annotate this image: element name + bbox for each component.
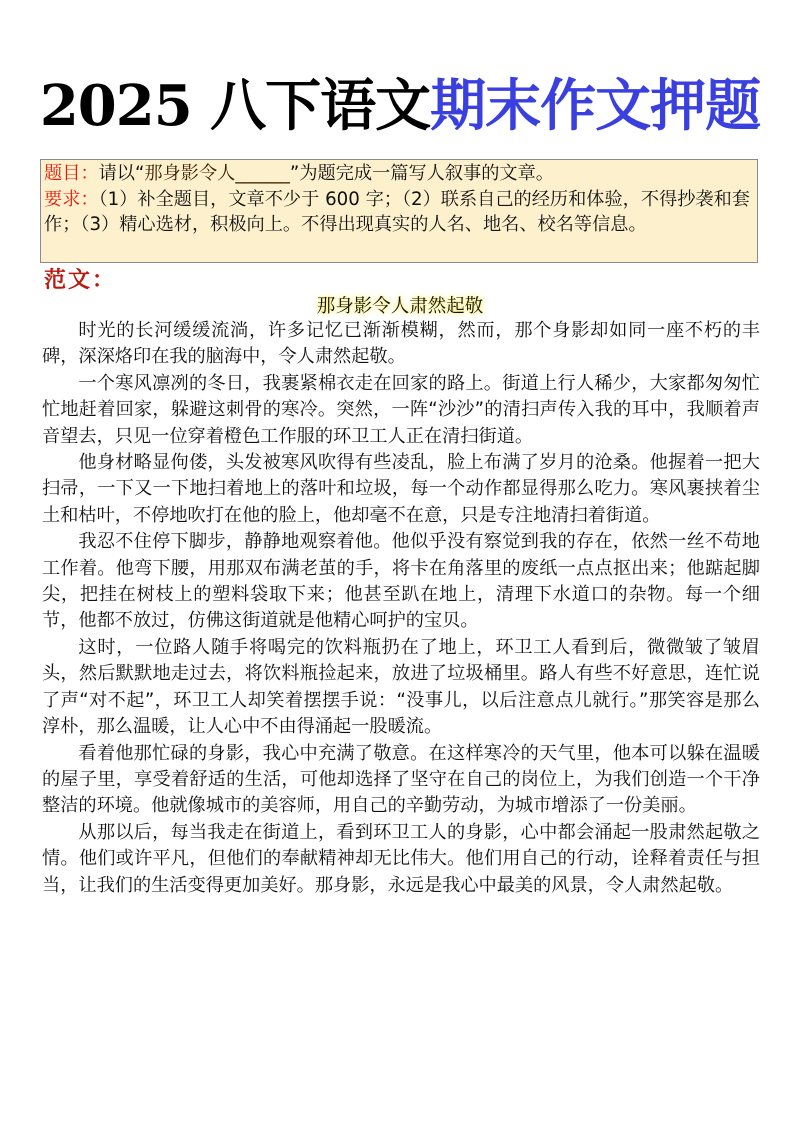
topic-prefix: 请以“ xyxy=(98,163,145,184)
essay-paragraph: 一个寒风凛冽的冬日，我裹紧棉衣走在回家的路上。街道上行人稀少，大家都匆匆忙忙地赶着回家，躲避这刺骨的寒冷。突然，一阵“沙沙”的清扫声传入我的耳中，我顺着声音望去，只见一位穿着橙色工作服的环卫工人正在清扫街道。 xyxy=(42,372,760,447)
prompt-requirement-block xyxy=(44,187,754,238)
requirement-text: （1）补全题目，文章不少于 600 字；（2）联系自己的经历和体验，不得抄袭和套作；（3）精心选材，积极向上。不得出现真实的人名、地名、校名等信息。 xyxy=(44,188,750,235)
essay-paragraph: 这时，一位路人随手将喝完的饮料瓶扔在了地上，环卫工人看到后，微微皱了皱眉头，然后默默地走过去，将饮料瓶捡起来，放进了垃圾桶里。路人有些不好意思，连忙说了声“对不起”，环卫工人却笑着摆摆手说：“没事儿，以后注意点儿就行。”那笑容是那么淳朴，那么温暖，让人心中不由得涌起一股暖流。 xyxy=(42,636,760,738)
requirement-label: 要求： xyxy=(44,188,99,210)
essay-paragraph: 从那以后，每当我走在街道上，看到环卫工人的身影，心中都会涌起一股肃然起敬之情。他们或许平凡，但他们的奉献精神却无比伟大。他们用自己的行动，诠释着责任与担当，让我们的生活变得更加美好。那身影，永远是我心中最美的风景，令人肃然起敬。 xyxy=(42,821,760,896)
essay-prompt-box xyxy=(40,159,758,263)
essay-body xyxy=(42,318,760,899)
essay-paragraph: 时光的长河缓缓流淌，许多记忆已渐渐模糊，然而，那个身影却如同一座不朽的丰碑，深深烙印在我的脑海中，令人肃然起敬。 xyxy=(42,320,760,368)
topic-label: 题目： xyxy=(44,163,99,184)
sample-essay-label: 范文： xyxy=(44,267,117,293)
essay-paragraph: 看着他那忙碌的身影，我心中充满了敬意。在这样寒冷的天气里，他本可以躲在温暖的屋子里，享受着舒适的生活，可他却选择了坚守在自己的岗位上，为我们创造一个干净整洁的环境。他就像城市的美容师，用自己的辛勤劳动，为城市增添了一份美丽。 xyxy=(42,742,760,817)
page-title-topic: 期末作文押题 xyxy=(430,73,761,139)
topic-suffix: ”为题完成一篇写人叙事的文章。 xyxy=(289,163,554,184)
essay-paragraph: 我忍不住停下脚步，静静地观察着他。他似乎没有察觉到我的存在，依然一丝不苟地工作着。他弯下腰，用那双布满老茧的手，将卡在角落里的废纸一点点抠出来；他踮起脚尖，把挂在树枝上的塑料袋取下来；他甚至趴在地上，清理下水道口的杂物。每一个细节，他都不放过，仿佛这街道就是他精心呵护的宝贝。 xyxy=(42,531,760,632)
essay-paragraph: 他身材略显佝偻，头发被寒风吹得有些凌乱，脸上布满了岁月的沧桑。他握着一把大扫帚，一下又一下地扫着地上的落叶和垃圾，每一个动作都显得那么吃力。寒风裹挟着尘土和枯叶，不停地吹打在他的脸上，他却毫不在意，只是专注地清扫着街道。 xyxy=(42,452,760,526)
essay-title-text: 那身影令人肃然起敬 xyxy=(316,296,484,317)
page-title-grade: 2025 八下语文 xyxy=(39,73,431,139)
page-title xyxy=(0,66,800,146)
prompt-topic-line xyxy=(44,161,754,187)
topic-title-blank: 那身影令人______ xyxy=(144,163,290,184)
essay-title xyxy=(0,293,800,321)
